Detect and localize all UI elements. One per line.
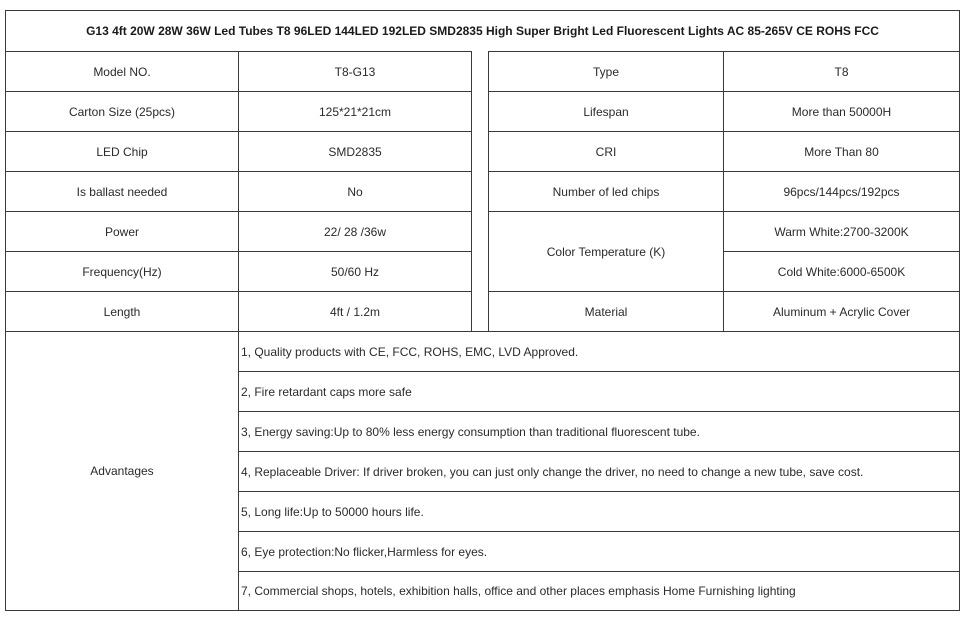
spec-label-power: Power [5,211,239,252]
advantage-item: 2, Fire retardant caps more safe [238,371,960,412]
spec-value-model: T8-G13 [238,51,472,92]
spec-value-ballast: No [238,171,472,212]
spec-label-type: Type [488,51,724,92]
spec-label-material: Material [488,291,724,332]
spec-value-cri: More Than 80 [723,131,960,172]
spec-label-chips: Number of led chips [488,171,724,212]
advantages-label: Advantages [5,331,239,611]
advantage-item: 7, Commercial shops, hotels, exhibition halls, office and other places emphasis Home Furnishing lighting [238,571,960,611]
spec-value-type: T8 [723,51,960,92]
advantage-item: 1, Quality products with CE, FCC, ROHS, EMC, LVD Approved. [238,331,960,372]
spec-label-lifespan: Lifespan [488,91,724,132]
advantage-item: 3, Energy saving:Up to 80% less energy consumption than traditional fluorescent tube. [238,411,960,452]
spec-value-chip: SMD2835 [238,131,472,172]
spec-label-model: Model NO. [5,51,239,92]
spec-label-ballast: Is ballast needed [5,171,239,212]
spec-label-cri: CRI [488,131,724,172]
spec-value-power: 22/ 28 /36w [238,211,472,252]
advantage-item: 4, Replaceable Driver: If driver broken, you can just only change the driver, no need to change a new tube, save cost. [238,451,960,492]
spec-value-chips: 96pcs/144pcs/192pcs [723,171,960,212]
spec-value-length: 4ft / 1.2m [238,291,472,332]
spec-value-cold-white: Cold White:6000-6500K [723,251,960,292]
spec-value-frequency: 50/60 Hz [238,251,472,292]
spec-table [5,10,960,611]
spec-value-carton: 125*21*21cm [238,91,472,132]
spec-label-length: Length [5,291,239,332]
advantage-item: 6, Eye protection:No flicker,Harmless for eyes. [238,531,960,572]
spec-label-carton: Carton Size (25pcs) [5,91,239,132]
spec-value-warm-white: Warm White:2700-3200K [723,211,960,252]
column-gap [471,51,489,332]
spec-label-frequency: Frequency(Hz) [5,251,239,292]
table-title: G13 4ft 20W 28W 36W Led Tubes T8 96LED 144LED 192LED SMD2835 High Super Bright Led Fluorescent Lights AC 85-265V CE ROHS FCC [5,10,960,52]
advantage-item: 5, Long life:Up to 50000 hours life. [238,491,960,532]
spec-value-lifespan: More than 50000H [723,91,960,132]
spec-label-chip: LED Chip [5,131,239,172]
spec-label-color-temp: Color Temperature (K) [488,211,724,292]
spec-value-material: Aluminum + Acrylic Cover [723,291,960,332]
